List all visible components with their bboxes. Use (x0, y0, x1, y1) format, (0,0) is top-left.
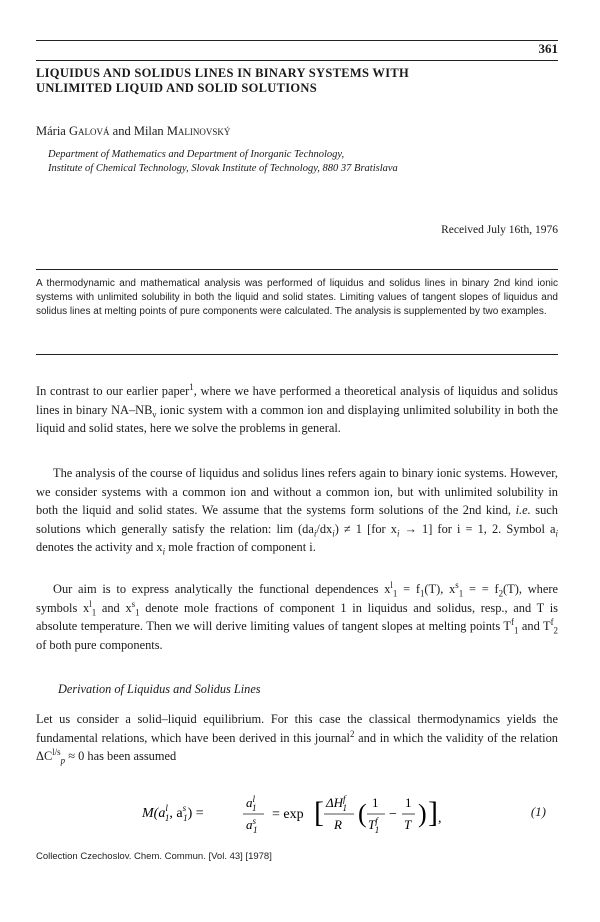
paper-title: LIQUIDUS AND SOLIDUS LINES IN BINARY SYSTEMS WITH UNLIMITED LIQUID AND SOLID SOLUTIONS (36, 66, 410, 95)
paragraph-3: Our aim is to express analytically the functional dependences $x^l_1 = f_1(T)$, $x^s_1$ = = $f_2(T)$, where symbols $x^l_1$ and $x^s_1$ denote mole fractions of component 1 in liquidus and solidus, resp., and T is absolute temperature. Then we will derive limiting values of tangent slopes at melting points $T^f_1$ and $T^f_2$ of both pure components. (36, 579, 558, 652)
received-date: Received July 16th, 1976 (441, 224, 558, 236)
eq-num-dh: $\Delta H^f$ 1 (326, 794, 348, 813)
eq-paren-open: ( (358, 799, 367, 828)
paragraph-1: In contrast to our earlier paper$^1$, where we have performed a theoretical analysis of liquidus and solidus lines in binary $NA-NB_\nu$ ionic system with a common ion and displaying unlimited solubility in both the liquid and solid states, here we solve the problems in general. (36, 381, 558, 436)
journal-footer: Collection Czechoslov. Chem. Commun. [Vol. 43] [1978] (36, 851, 272, 862)
eq-num-one-2: 1 (405, 795, 412, 810)
authors: Mária Galová and Milan Malinovský (36, 124, 231, 138)
equation-svg (36, 792, 558, 836)
abstract: A thermodynamic and mathematical analysis was performed of liquidus and solidus lines in binary 2nd kind ionic systems with unlimited solubility in both the liquid and solid states. Limiting values of tangent slopes of liquidus and solidus lines at melting points of pure components were calculated. The analysis is supplemented by two examples. (36, 278, 558, 317)
eq-lhs: $M(a^l$ 1, $a^s$ 1) = (142, 803, 204, 823)
eq-comma: , (438, 811, 442, 826)
paragraph-4: Let us consider a solid–liquid equilibrium. For this case the classical thermodynamics yields the fundamental relations, which have been derived in this journal$^2$ and in which the validity of the relation $\Delta C^{l/s}_p \approx 0$ has been assumed (36, 712, 559, 766)
eq-num-one-1: 1 (372, 795, 379, 810)
eq-paren-close: ) (418, 799, 427, 828)
section-heading: Derivation of Liquidus and Solidus Lines (58, 682, 261, 696)
eq-num-a: $a^l$ 1 (246, 794, 257, 813)
paragraph-2: The analysis of the course of liquidus and solidus lines refers again to binary ionic systems. However, we consider systems with a common ion and without a common ion, but with unlimited solubility in both the liquid and solid states. We assume that the systems form solutions of the 2nd kind, i.e. such solutions which generally satisfy the relation: $\lim (da_i/dx_i) \ne 1$ [for $x_i \to 1$] for i = 1, 2. Symbol $a_i$ denotes the activity and $x_i$ mole fraction of component i. (36, 466, 559, 557)
affiliation: Department of Mathematics and Department of Inorganic Technology, Institute of Chemical Technology, Slovak Institute of Technology, 880 37 Bratislava (48, 149, 398, 174)
eq-minus: − (389, 807, 397, 822)
equation-number: (1) (530, 804, 546, 819)
page-number: 361 (538, 41, 558, 56)
abstract-top-rule (36, 269, 558, 270)
abstract-bottom-rule (36, 354, 558, 355)
header-rule (36, 60, 558, 61)
equation-1 (36, 792, 558, 835)
eq-den-t: T (404, 817, 412, 832)
eq-den-r: R (334, 817, 342, 832)
eq-bracket-close: ] (428, 796, 438, 829)
eq-exp: = exp (272, 807, 304, 822)
eq-den-tf: $T^f$ 1 (368, 816, 380, 835)
eq-den-a: $a^s$ 1 (246, 816, 258, 835)
eq-bracket-open: [ (314, 796, 324, 829)
